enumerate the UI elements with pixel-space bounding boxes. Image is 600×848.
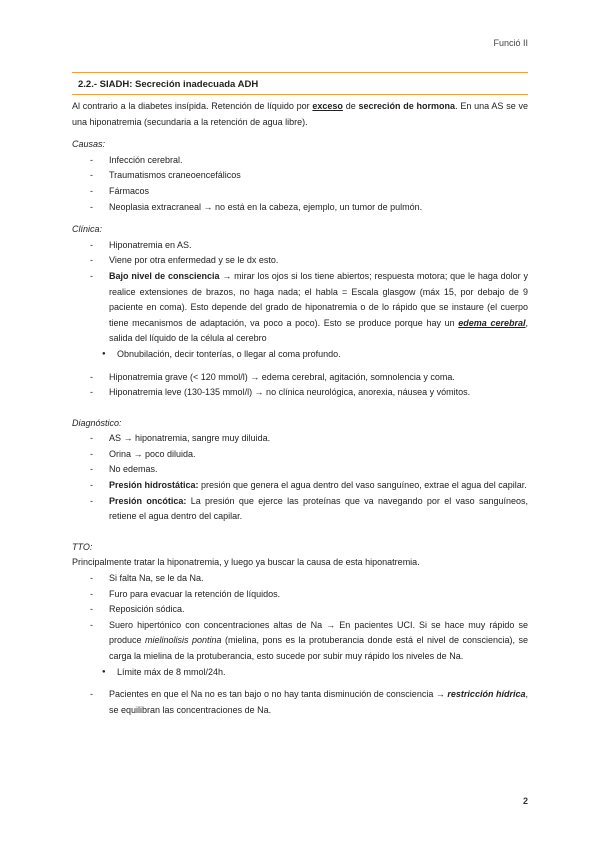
pacientes-text: Pacientes en que el Na no es tan bajo o no hay tanta disminución de consciencia →: [109, 689, 448, 700]
intro-text: de: [342, 101, 359, 111]
list-item: [72, 269, 528, 347]
intro-text: . En una AS se ve una hiponatremia (secundaria a la retención de agua libre).: [72, 101, 528, 127]
clinica-sublist: [72, 347, 528, 363]
intro-text: Al contrario a la diabetes insípida. Retención de líquido por: [72, 101, 313, 111]
list-item: - Traumatismos craneoencefálicos: [72, 168, 528, 184]
list-item: - Viene por otra enfermedad y se le dx esto.: [72, 253, 528, 269]
sub-list-item: ● Límite máx de 8 mmol/24h.: [72, 665, 528, 681]
tto-sublist: [72, 665, 528, 681]
list-item: - Si falta Na, se le da Na.: [72, 571, 528, 587]
bajo-nivel-text: → mirar los ojos si los tiene abiertos; respuesta motora; que le haga dolor y realice extensiones de brazos, no haga nada; el habla = Escala glasgow (máx 15, por debajo de 9 paciente en coma). Esto depende del grado de hiponatremia o de lo rápido que se instaure (el cuerpo tiene mecanismos de adaptación, va poco a poco). Esto se produce porque hay un: [109, 270, 528, 328]
intro-exceso: exceso: [312, 101, 343, 111]
suero-text: Suero hipertónico con concentraciones altas de Na → En pacientes UCI. Si se hace muy rápido se produce: [109, 619, 528, 646]
presion-oncotica-text: La presión que ejerce las proteínas que va navegando por el vaso sanguíneos, retiene el agua dentro del capilar.: [109, 495, 528, 522]
bajo-nivel-text2: , salida del líquido de la célula al cerebro: [109, 317, 529, 344]
causas-list: [72, 153, 528, 215]
list-item: - No edemas.: [72, 462, 528, 478]
suero-text2: (mielina, pons es la protuberancia donde está el nivel de consciencia), se carga la mielina de la protuberancia, esto sucede por subir muy rápido los niveles de Na.: [109, 635, 529, 661]
list-item: - AS → hiponatremia, sangre muy diluida.: [72, 431, 528, 447]
pacientes-text2: , se equilibran las concentraciones de Na.: [109, 689, 529, 715]
tto-label: TTO:: [72, 541, 93, 552]
bajo-nivel-bold: Bajo nivel de consciencia: [109, 270, 220, 281]
tto-intro: Principalmente tratar la hiponatremia, y luego ya buscar la causa de esta hiponatremia.: [72, 557, 420, 568]
clinica-list: [72, 238, 528, 347]
page-number: 2: [522, 796, 528, 806]
document-body: [72, 99, 528, 718]
sub-list-item: ● Obnubilación, decir tonterías, o llegar al coma profundo.: [72, 347, 528, 363]
diagnostico-label: Diagnóstico:: [72, 417, 122, 428]
clinica-label: Clínica:: [72, 224, 103, 235]
presion-hidrostatica-text: presión que genera el agua dentro del vaso sanguíneo, extrae el agua del capilar.: [198, 480, 527, 491]
list-item: - Fármacos: [72, 184, 528, 200]
edema-cerebral: edema cerebral: [458, 317, 526, 328]
section-title: 2.2.- SIADH: Secreción inadecuada ADH: [78, 79, 259, 90]
mielinolisis-pontina: mielinolisis pontina: [145, 635, 222, 646]
intro-secrecion: secreción de hormona: [358, 101, 456, 111]
list-item: [72, 478, 528, 494]
diagnostico-list: [72, 431, 528, 525]
causas-label: Causas:: [72, 139, 106, 150]
page-header: Funció II: [493, 38, 528, 48]
clinica-list-2: [72, 370, 528, 401]
section-heading: [72, 72, 528, 95]
restriccion-hidrica: restricción hídrica: [447, 689, 526, 700]
list-item: [72, 618, 528, 665]
list-item: - Hiponatremia grave (< 120 mmol/l) → edema cerebral, agitación, somnolencia y coma.: [72, 370, 528, 386]
tto-list: [72, 571, 528, 665]
list-item: [72, 494, 528, 525]
list-item: - Hiponatremia en AS.: [72, 238, 528, 254]
list-item: [72, 687, 528, 718]
list-item: - Furo para evacuar la retención de líquidos.: [72, 587, 528, 603]
list-item: - Reposición sódica.: [72, 602, 528, 618]
list-item: - Orina → poco diluida.: [72, 447, 528, 463]
presion-oncotica-bold: Presión oncótica:: [109, 495, 187, 506]
list-item: - Infección cerebral.: [72, 153, 528, 169]
intro-paragraph: [72, 99, 528, 130]
tto-list-2: [72, 687, 528, 718]
presion-hidrostatica-bold: Presión hidrostática:: [109, 480, 199, 491]
list-item: - Neoplasia extracraneal → no está en la cabeza, ejemplo, un tumor de pulmón.: [72, 200, 528, 216]
list-item: - Hiponatremia leve (130-135 mmol/l) → no clínica neurológica, anorexia, náusea y vómitos.: [72, 385, 528, 401]
